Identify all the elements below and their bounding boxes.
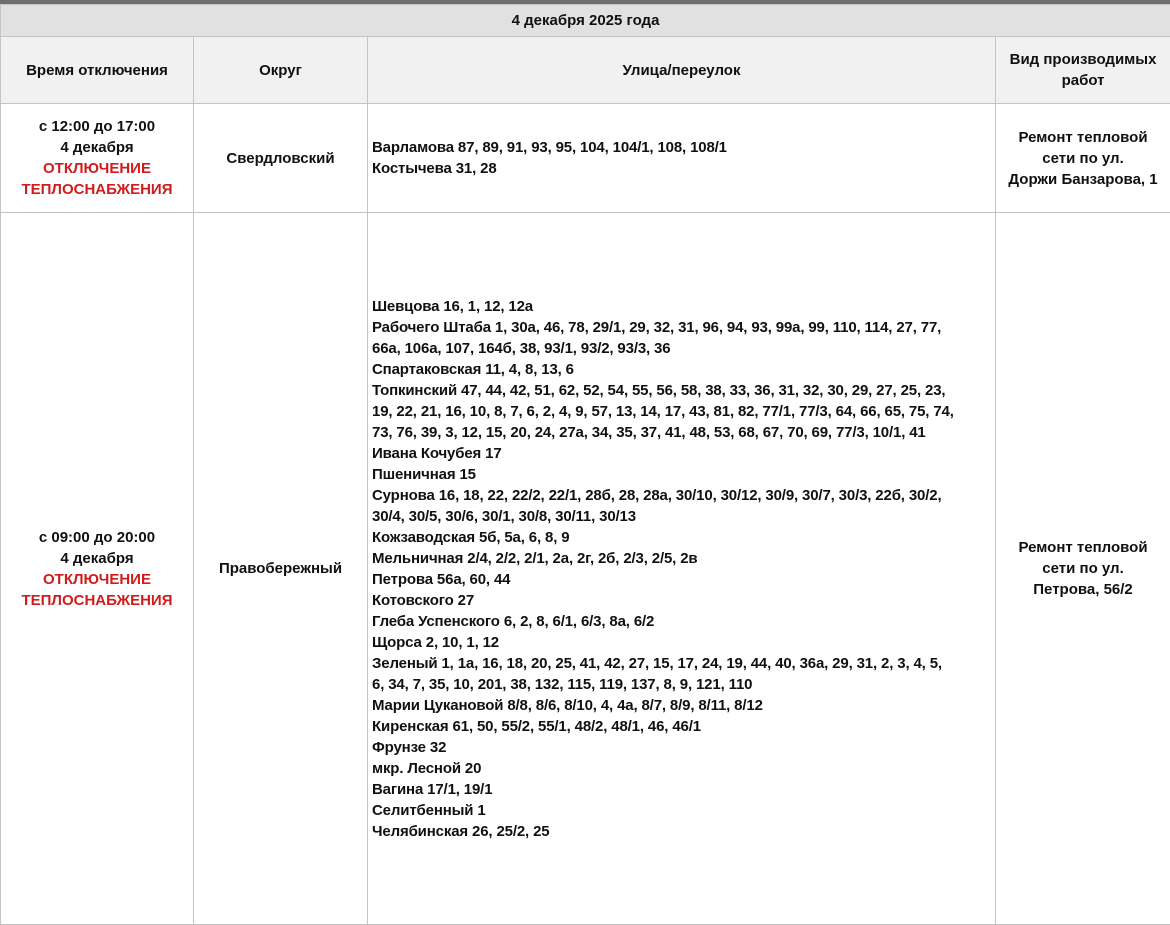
header-row: [1, 37, 1170, 104]
street-line: мкр. Лесной 20: [372, 758, 991, 779]
time-range: с 09:00 до 20:00: [5, 527, 189, 548]
street-line: Марии Цукановой 8/8, 8/6, 8/10, 4, 4а, 8/7, 8/9, 8/11, 8/12: [372, 695, 991, 716]
date: 4 декабря: [5, 548, 189, 569]
table-row: [1, 213, 1170, 925]
district-cell: Правобережный: [194, 213, 368, 925]
street-line: Киренская 61, 50, 55/2, 55/1, 48/2, 48/1, 46, 46/1: [372, 716, 991, 737]
street-line: Селитбенный 1: [372, 800, 991, 821]
street-line: Глеба Успенского 6, 2, 8, 6/1, 6/3, 8а, 6/2: [372, 611, 991, 632]
table-row: [1, 104, 1170, 213]
street-line: Мельничная 2/4, 2/2, 2/1, 2а, 2г, 2б, 2/3, 2/5, 2в: [372, 548, 991, 569]
alert-text: ОТКЛЮЧЕНИЕ: [5, 569, 189, 590]
street-line: Котовского 27: [372, 590, 991, 611]
street-line: 30/4, 30/5, 30/6, 30/1, 30/8, 30/11, 30/13: [372, 506, 991, 527]
street-line: 19, 22, 21, 16, 10, 8, 7, 6, 2, 4, 9, 57, 13, 14, 17, 43, 81, 82, 77/1, 77/3, 64, 66, 65, 75, 74,: [372, 401, 991, 422]
streets-cell: [368, 104, 996, 213]
table-title: 4 декабря 2025 года: [1, 5, 1170, 37]
work-text: Доржи Банзарова, 1: [1000, 169, 1166, 190]
street-line: Петрова 56а, 60, 44: [372, 569, 991, 590]
street-line: Челябинская 26, 25/2, 25: [372, 821, 991, 842]
title-row: [1, 5, 1170, 37]
street-line: Кожзаводская 5б, 5а, 6, 8, 9: [372, 527, 991, 548]
street-line: Рабочего Штаба 1, 30а, 46, 78, 29/1, 29, 32, 31, 96, 94, 93, 99а, 99, 110, 114, 27, 77,: [372, 317, 991, 338]
street-line: Вагина 17/1, 19/1: [372, 779, 991, 800]
work-text: Петрова, 56/2: [1000, 579, 1166, 600]
street-line: Сурнова 16, 18, 22, 22/2, 22/1, 28б, 28, 28а, 30/10, 30/12, 30/9, 30/7, 30/3, 22б, 30/2,: [372, 485, 991, 506]
street-line: 6, 34, 7, 35, 10, 201, 38, 132, 115, 119, 137, 8, 9, 121, 110: [372, 674, 991, 695]
streets-cell: [368, 213, 996, 925]
date: 4 декабря: [5, 137, 189, 158]
street-line: 66а, 106а, 107, 164б, 38, 93/1, 93/2, 93/3, 36: [372, 338, 991, 359]
time-cell: [1, 213, 194, 925]
street-line: Ивана Кочубея 17: [372, 443, 991, 464]
work-text: Ремонт тепловой: [1000, 537, 1166, 558]
alert-text: ТЕПЛОСНАБЖЕНИЯ: [5, 590, 189, 611]
header-district: Округ: [194, 37, 368, 104]
street-line: Костычева 31, 28: [372, 158, 991, 179]
work-text: Ремонт тепловой: [1000, 127, 1166, 148]
time-cell: [1, 104, 194, 213]
work-text: сети по ул.: [1000, 558, 1166, 579]
header-street: Улица/переулок: [368, 37, 996, 104]
street-line: Зеленый 1, 1а, 16, 18, 20, 25, 41, 42, 27, 15, 17, 24, 19, 44, 40, 36а, 29, 31, 2, 3, 4, 5,: [372, 653, 991, 674]
outage-table: [0, 4, 1170, 925]
street-line: Щорса 2, 10, 1, 12: [372, 632, 991, 653]
street-line: Варламова 87, 89, 91, 93, 95, 104, 104/1, 108, 108/1: [372, 137, 991, 158]
header-work: Вид производимых работ: [996, 37, 1170, 104]
street-line: Топкинский 47, 44, 42, 51, 62, 52, 54, 55, 56, 58, 38, 33, 36, 31, 32, 30, 29, 27, 25, 23,: [372, 380, 991, 401]
street-line: Пшеничная 15: [372, 464, 991, 485]
alert-text: ТЕПЛОСНАБЖЕНИЯ: [5, 179, 189, 200]
time-range: с 12:00 до 17:00: [5, 116, 189, 137]
street-line: 73, 76, 39, 3, 12, 15, 20, 24, 27а, 34, 35, 37, 41, 48, 53, 68, 67, 70, 69, 77/3, 10/1, 41: [372, 422, 991, 443]
work-cell: [996, 213, 1170, 925]
work-text: сети по ул.: [1000, 148, 1166, 169]
street-line: Спартаковская 11, 4, 8, 13, 6: [372, 359, 991, 380]
work-cell: [996, 104, 1170, 213]
header-time: Время отключения: [1, 37, 194, 104]
alert-text: ОТКЛЮЧЕНИЕ: [5, 158, 189, 179]
street-line: Фрунзе 32: [372, 737, 991, 758]
street-line: Шевцова 16, 1, 12, 12а: [372, 296, 991, 317]
district-cell: Свердловский: [194, 104, 368, 213]
